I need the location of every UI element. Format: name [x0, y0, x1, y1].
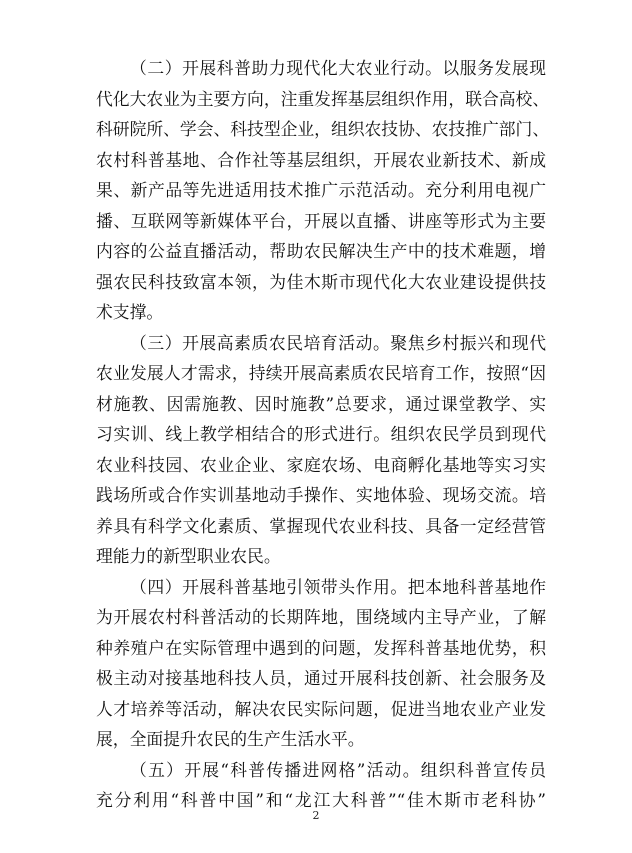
text-line: （四）开展科普基地引领带头作用。把本地科普基地作 [130, 576, 546, 597]
text-line: 养具有科学文化素质、掌握现代农业科技、具备一定经营管 [96, 515, 546, 536]
text-line: 内容的公益直播活动，帮助农民解决生产中的技术难题，增 [96, 241, 546, 261]
paragraph-3 [96, 328, 546, 572]
text-line: 展，全面提升农民的生产生活水平。 [96, 729, 365, 749]
text-line: 代化大农业为主要方向，注重发挥基层组织作用，联合高校、 [96, 88, 550, 109]
text-line: （三）开展高素质农民培育活动。聚焦乡村振兴和现代 [130, 332, 546, 353]
text-line: 极主动对接基地科技人员，通过开展科技创新、社会服务及 [96, 668, 546, 688]
text-line: 播、互联网等新媒体平台，开展以直播、讲座等形式为主要 [96, 210, 546, 231]
text-line: 人才培养等活动，解决农民实际问题，促进当地农业产业发 [96, 698, 546, 719]
text-line: 充分利用“科普中国”和“龙江大科普”“佳木斯市老科协” [96, 790, 546, 810]
text-line: 为开展农村科普活动的长期阵地，围绕域内主导产业，了解 [96, 607, 546, 627]
page-number: 2 [312, 809, 320, 822]
text-line: 农业科技园、农业企业、家庭农场、电商孵化基地等实习实 [96, 454, 546, 475]
text-line: 术支撑。 [96, 302, 164, 322]
text-line: 强农民科技致富本领，为佳木斯市现代化大农业建设提供技 [96, 271, 546, 292]
text-line: （二）开展科普助力现代化大农业行动。以服务发展现 [130, 58, 546, 78]
text-line: （五）开展“科普传播进网格”活动。组织科普宣传员 [130, 759, 546, 780]
text-line: 科研院所、学会、科技型企业，组织农技协、农技推广部门、 [96, 119, 550, 139]
text-line: 农业发展人才需求，持续开展高素质农民培育工作，按照“因 [96, 363, 546, 383]
text-line: 农村科普基地、合作社等基层组织，开展农业新技术、新成 [96, 149, 546, 170]
text-line: 种养殖户在实际管理中遇到的问题，发挥科普基地优势，积 [96, 637, 546, 658]
text-line: 材施教、因需施教、因时施教”总要求，通过课堂教学、实 [96, 393, 546, 414]
paragraph-4 [96, 572, 546, 755]
paragraph-2 [96, 53, 550, 328]
text-line: 践场所或合作实训基地动手操作、实地体验、现场交流。培 [96, 485, 546, 505]
paragraph-5 [96, 755, 546, 816]
text-line: 理能力的新型职业农民。 [96, 546, 281, 566]
text-line: 果、新产品等先进适用技术推广示范活动。充分利用电视广 [96, 180, 546, 200]
text-line: 习实训、线上教学相结合的形式进行。组织农民学员到现代 [96, 424, 546, 444]
